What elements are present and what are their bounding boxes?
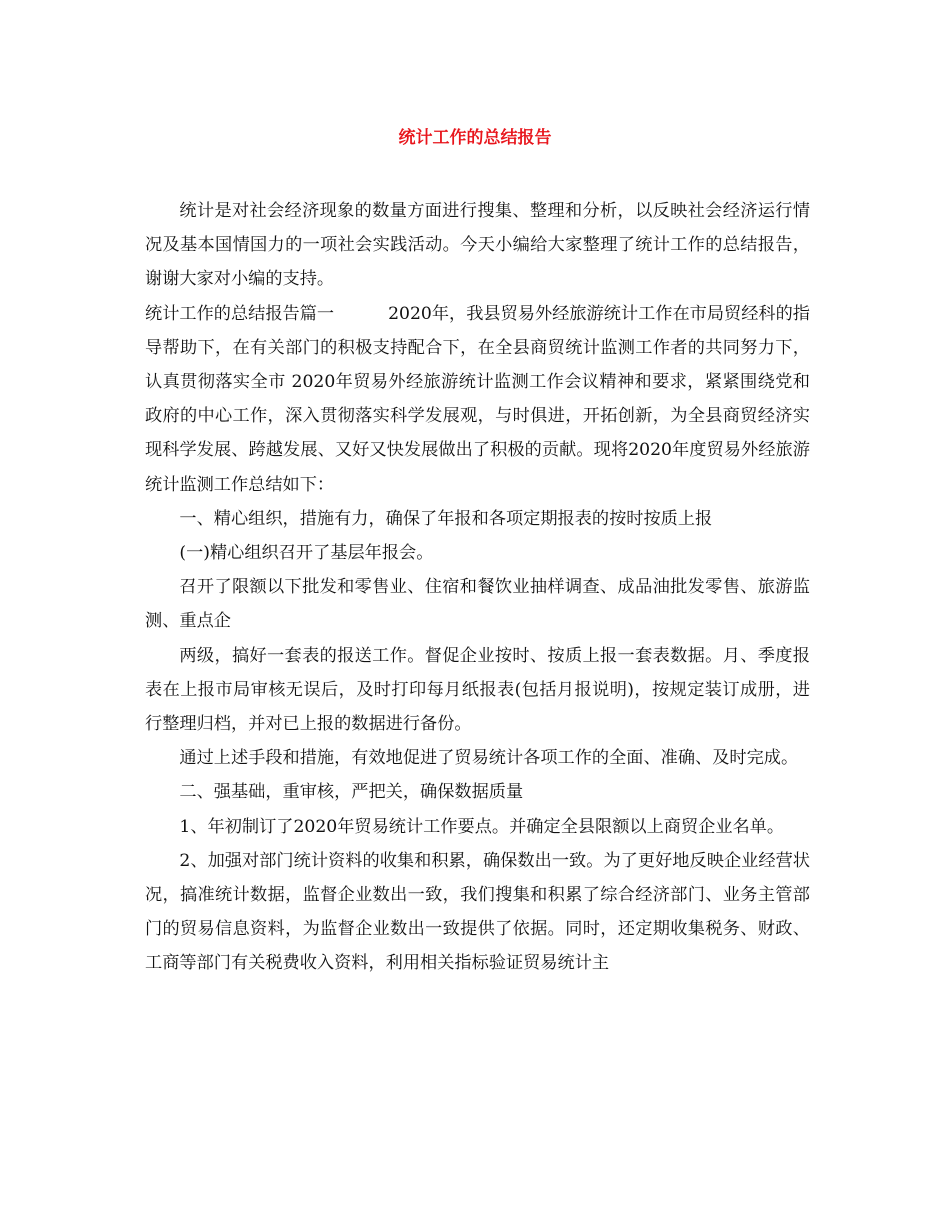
paragraph-intro: 统计是对社会经济现象的数量方面进行搜集、整理和分析，以反映社会经济运行情况及基本国情国力的一项社会实践活动。今天小编给大家整理了统计工作的总结报告，谢谢大家对小编的支持。	[145, 201, 810, 290]
section-one-text: 2020年，我县贸易外经旅游统计工作在市局贸经科的指导帮助下，在有关部门的积极支持配合下，在全县商贸统计监测工作者的共同努力下，认真贯彻落实全市 2020年贸易外经旅游统计监测工作会议精神和要求，紧紧围绕党和政府的中心工作，深入贯彻落实科学发展观，与时俱进，开拓创新，为全县商贸经济实现科学发展、跨越发展、又好又快发展做出了积极的贡献。现将2020年度贸易外经旅游统计监测工作总结如下：	[145, 303, 810, 495]
paragraph-heading-2: 二、强基础，重审核，严把关，确保数据质量	[179, 782, 524, 803]
paragraph-reporting: 两级，搞好一套表的报送工作。督促企业按时、按质上报一套表数据。月、季度报表在上报市局审核无误后，及时打印每月纸报表(包括月报说明)，按规定装订成册，进行整理归档，并对已上报的数据进行备份。	[145, 645, 810, 735]
document-body	[145, 194, 810, 981]
section-heading: 统计工作的总结报告篇一	[145, 303, 335, 324]
paragraph-subheading-1: (一)精心组织召开了基层年报会。	[179, 543, 434, 564]
paragraph-heading-1: 一、精心组织，措施有力，确保了年报和各项定期报表的按时按质上报	[179, 508, 713, 529]
page-title: 统计工作的总结报告	[398, 128, 552, 148]
paragraph-section-one	[145, 297, 810, 502]
paragraph-item-1: 1、年初制订了2020年贸易统计工作要点。并确定全县限额以上商贸企业名单。	[179, 816, 785, 837]
paragraph-item-2: 2、加强对部门统计资料的收集和积累，确保数出一致。为了更好地反映企业经营状况，搞准统计数据，监督企业数出一致，我们搜集和积累了综合经济部门、业务主管部门的贸易信息资料，为监督企业数出一致提供了依据。同时，还定期收集税务、财政、工商等部门有关税费收入资料，利用相关指标验证贸易统计主	[145, 850, 810, 974]
paragraph-meeting: 召开了限额以下批发和零售业、住宿和餐饮业抽样调查、成品油批发零售、旅游监测、重点企	[145, 577, 810, 632]
paragraph-effect: 通过上述手段和措施，有效地促进了贸易统计各项工作的全面、准确、及时完成。	[179, 748, 799, 769]
